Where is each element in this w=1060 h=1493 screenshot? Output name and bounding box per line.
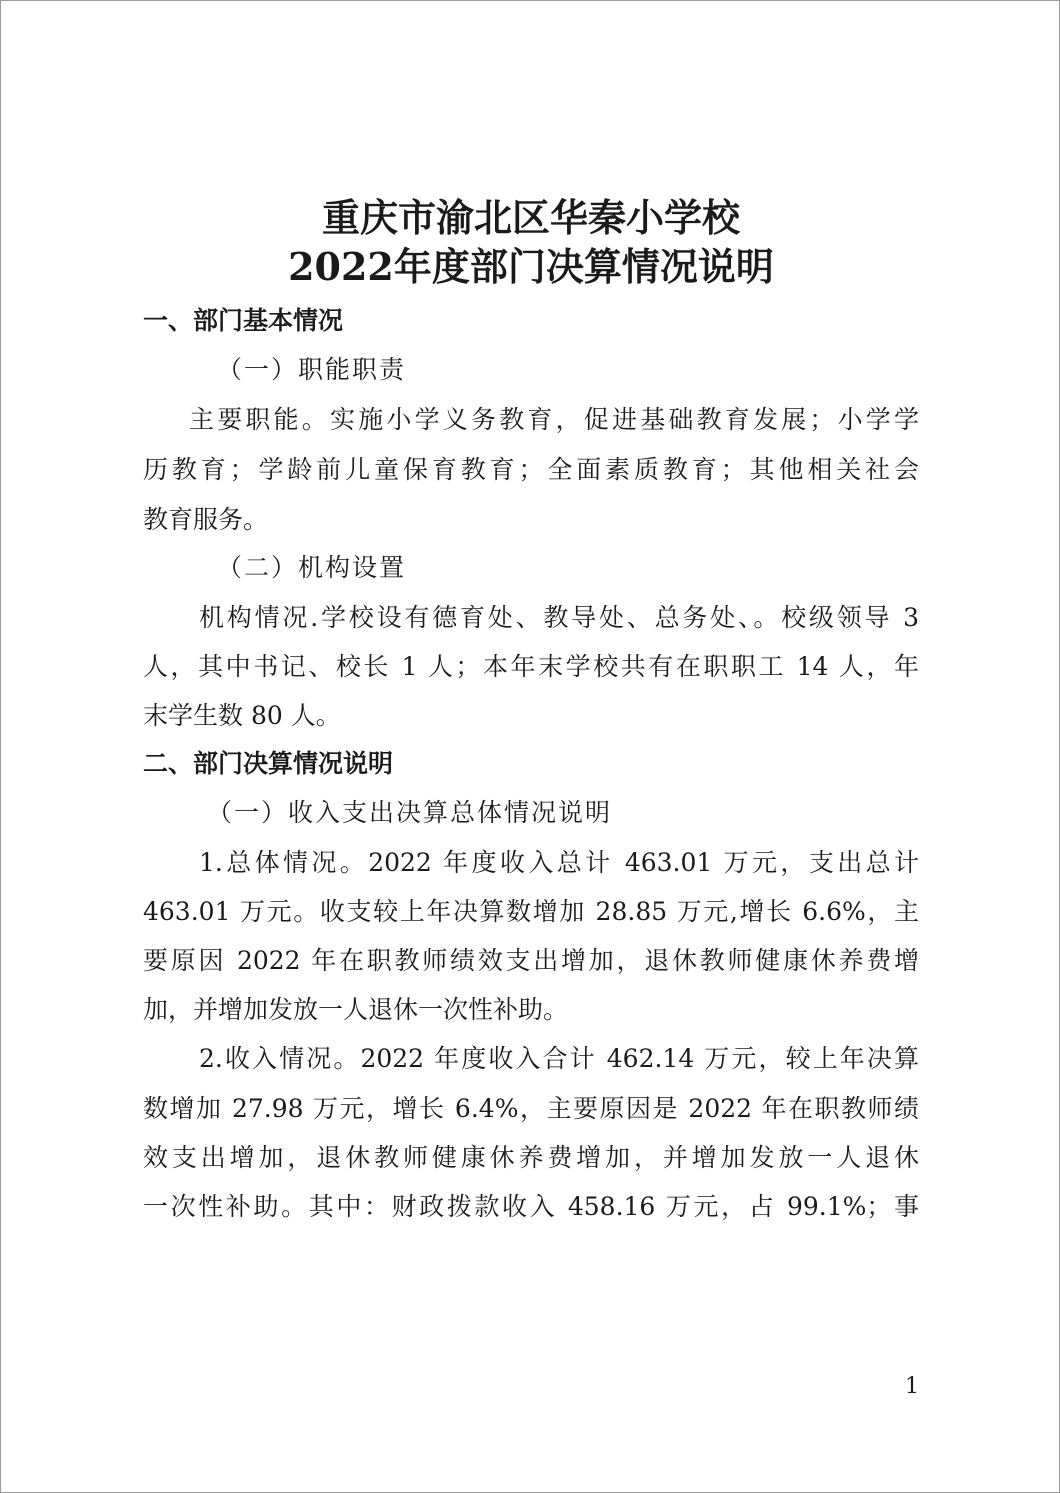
paragraph-line: 2.收入情况。2022 年度收入合计 462.14 万元，较上年决算 — [199, 1044, 919, 1073]
section-heading-basic-info: 一、部门基本情况 — [143, 306, 344, 335]
subsection-heading-functions: （一）职能职责 — [217, 355, 407, 384]
page-number: 1 — [905, 1374, 919, 1399]
subsection-heading-organization: （二）机构设置 — [217, 553, 407, 582]
paragraph-line: 463.01 万元。收支较上年决算数增加 28.85 万元,增长 6.6%，主 — [143, 897, 919, 926]
section-heading-final-accounts: 二、部门决算情况说明 — [143, 749, 394, 778]
paragraph-line: 加，并增加发放一人退休一次性补助。 — [143, 995, 569, 1024]
paragraph-line: 要原因 2022 年在职教师绩效支出增加，退休教师健康休养费增 — [143, 946, 919, 975]
paragraph-line: 人，其中书记、校长 1 人；本年末学校共有在职职工 14 人，年 — [143, 652, 919, 681]
paragraph-line: 末学生数 80 人。 — [143, 701, 341, 730]
paragraph-line: 一次性补助。其中：财政拨款收入 458.16 万元，占 99.1%；事 — [143, 1192, 919, 1221]
document-subtitle: 2022年度部门决算情况说明 — [288, 244, 774, 289]
document-title: 重庆市渝北区华秦小学校 — [321, 195, 740, 240]
paragraph-line: 主要职能。实施小学义务教育，促进基础教育发展；小学学 — [189, 405, 919, 434]
paragraph-line: 数增加 27.98 万元，增长 6.4%，主要原因是 2022 年在职教师绩 — [143, 1094, 919, 1123]
paragraph-line: 1.总体情况。2022 年度收入总计 463.01 万元，支出总计 — [199, 848, 919, 877]
paragraph-line: 教育服务。 — [143, 505, 269, 534]
paragraph-line: 历教育；学龄前儿童保育教育；全面素质教育；其他相关社会 — [143, 455, 919, 484]
subsection-heading-income-expenditure: （一）收入支出决算总体情况说明 — [207, 798, 613, 827]
paragraph-line: 效支出增加，退休教师健康休养费增加，并增加发放一人退休 — [143, 1143, 919, 1172]
paragraph-line: 机构情况.学校设有德育处、教导处、总务处、。校级领导 3 — [199, 603, 919, 632]
